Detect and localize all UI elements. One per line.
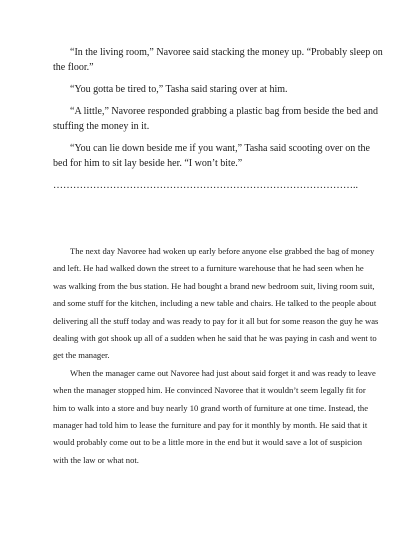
narrative-section: [53, 243, 379, 469]
scene-separator: ………………………………………………………………………………..: [53, 180, 358, 191]
narrative-paragraph-2: When the manager came out Navoree had just about said forget it and was ready to leave when the manager stopped him. He convinced Navoree that it wouldn’t seem legally fit for him to walk into a store and buy nearly 10 grand worth of furniture at one time. Instead, the manager had told him to lease the furniture and pay for it monthly by month. He said that it would probably come out to be a little more in the end but it would save a lot of suspicion with the law or what not.: [53, 367, 376, 465]
dialogue-paragraph-2: “You gotta be tired to,” Tasha said staring over at him.: [70, 84, 288, 95]
dialogue-paragraph-1: “In the living room,” Navoree said stacking the money up. “Probably sleep on the floor.”: [53, 47, 383, 73]
narrative-paragraph-1: The next day Navoree had woken up early before anyone else grabbed the bag of money and left. He had walked down the street to a furniture warehouse that he had seen when he was walking from the bus station. He had bought a brand new bedroom suit, living room suit, and some stuff for the kitchen, including a new table and chairs. He talked to the people about delivering all the stuff today and was ready to pay for it all but for some reason the guy he was dealing with got shook up all of a sudden when he said that he was paying in cash and went to get the manager.: [53, 246, 379, 361]
dialogue-paragraph-4: “You can lie down beside me if you want,” Tasha said scooting over on the bed for him to sit lay beside her. “I won’t bite.”: [53, 143, 370, 169]
dialogue-paragraph-3: “A little,” Navoree responded grabbing a plastic bag from beside the bed and stuffing the money in it.: [53, 106, 378, 132]
dialogue-section: [53, 45, 383, 178]
